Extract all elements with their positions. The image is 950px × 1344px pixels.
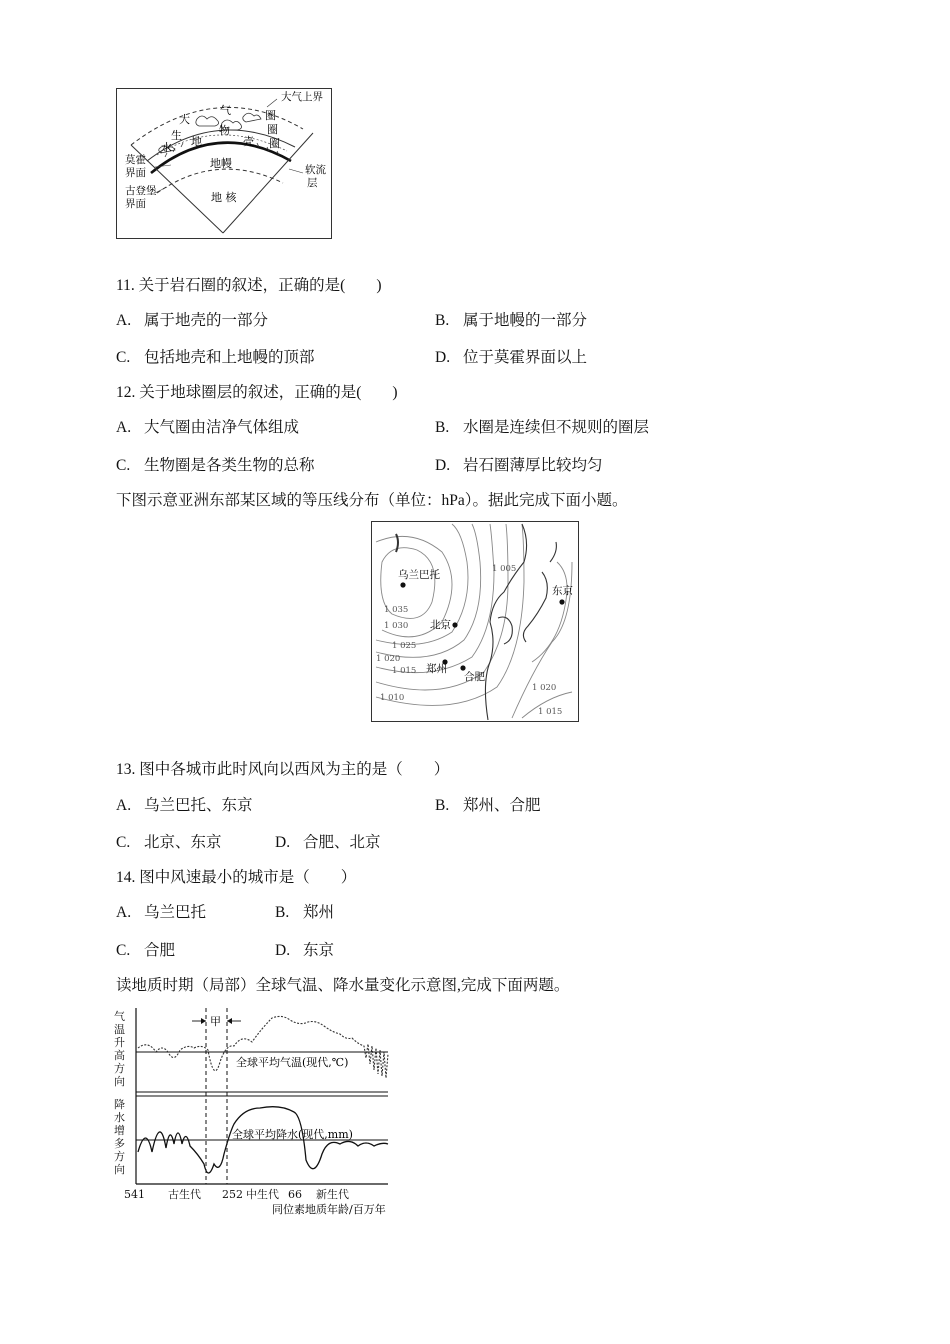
y-bottom-char: 方 bbox=[114, 1150, 125, 1163]
y-bottom-char: 向 bbox=[114, 1163, 125, 1176]
x-axis-label: 同位素地质年龄/百万年 bbox=[272, 1203, 386, 1216]
label-atmo-top: 大气上界 bbox=[281, 91, 323, 103]
jia-label: 甲 bbox=[210, 1015, 221, 1028]
q11-option-d[interactable] bbox=[435, 348, 587, 368]
city-beijing: 北京 bbox=[430, 619, 451, 631]
paleoclimate-chart bbox=[110, 1004, 400, 1220]
option-key: C. bbox=[116, 942, 131, 959]
label-moho1: 莫霍 bbox=[125, 154, 146, 166]
isobar-label: 1 010 bbox=[380, 693, 405, 703]
q13-option-d[interactable] bbox=[275, 833, 381, 853]
option-key: A. bbox=[116, 312, 132, 329]
earth-layers-diagram bbox=[117, 89, 330, 237]
tick-mesozoic: 中生代 bbox=[246, 1188, 279, 1201]
y-top-char: 温 bbox=[114, 1023, 125, 1036]
q11-option-b[interactable] bbox=[435, 311, 587, 331]
label-asth2: 层 bbox=[307, 177, 318, 189]
q11-option-a[interactable] bbox=[116, 311, 268, 331]
option-text: 郑州、合肥 bbox=[463, 797, 541, 814]
q14-option-d[interactable] bbox=[275, 941, 334, 961]
isobar-label: 1 035 bbox=[384, 605, 409, 615]
y-bottom-char: 降 bbox=[114, 1098, 125, 1111]
option-key: D. bbox=[275, 942, 291, 959]
q14-option-c[interactable] bbox=[116, 941, 175, 961]
q12-option-d[interactable] bbox=[435, 456, 603, 476]
label-gut1: 古登堡 bbox=[125, 185, 157, 197]
city-hefei: 合肥 bbox=[464, 671, 485, 683]
isobar-label: 1 015 bbox=[392, 666, 417, 676]
isobar-label: 1 025 bbox=[392, 641, 417, 651]
option-text: 乌兰巴托、东京 bbox=[144, 797, 253, 814]
label-core: 地 核 bbox=[211, 191, 237, 204]
isobar-map bbox=[372, 522, 577, 720]
option-key: C. bbox=[116, 457, 131, 474]
q13-option-a[interactable] bbox=[116, 796, 253, 816]
label-quan3: 圈 bbox=[269, 137, 280, 150]
label-sheng: 生 bbox=[171, 129, 182, 142]
option-text: 属于地幔的一部分 bbox=[463, 312, 588, 329]
tick-66: 66 bbox=[288, 1188, 302, 1201]
q12-option-c[interactable] bbox=[116, 456, 315, 476]
q13-stem: 13. 图中各城市此时风向以西风为主的是（ ） bbox=[116, 761, 450, 778]
q14-option-b[interactable] bbox=[275, 903, 334, 923]
option-text: 郑州 bbox=[303, 904, 335, 921]
option-text: 属于地壳的一部分 bbox=[144, 312, 269, 329]
q13-option-c[interactable] bbox=[116, 833, 222, 853]
isobar-label: 1 015 bbox=[538, 707, 563, 717]
precip-series-label: 全球平均降水(现代,mm) bbox=[232, 1128, 353, 1141]
isobar-map-figure bbox=[371, 521, 579, 722]
option-key: A. bbox=[116, 797, 132, 814]
option-text: 北京、东京 bbox=[144, 834, 222, 851]
tick-paleozoic: 古生代 bbox=[168, 1188, 201, 1201]
paleoclimate-figure bbox=[110, 1004, 400, 1220]
option-key: D. bbox=[275, 834, 291, 851]
option-key: A. bbox=[116, 904, 132, 921]
q12-option-a[interactable] bbox=[116, 418, 299, 438]
option-text: 乌兰巴托 bbox=[144, 904, 207, 921]
city-ulan: 乌兰巴托 bbox=[398, 569, 440, 581]
isobar-label: 1 020 bbox=[532, 683, 557, 693]
option-key: B. bbox=[435, 419, 450, 436]
label-quan2: 圈 bbox=[267, 123, 278, 136]
option-text: 大气圈由洁净气体组成 bbox=[144, 419, 300, 436]
q13-option-b[interactable] bbox=[435, 796, 541, 816]
y-top-char: 高 bbox=[114, 1049, 125, 1062]
option-text: 位于莫霍界面以上 bbox=[463, 349, 588, 366]
earth-layers-figure bbox=[116, 88, 332, 239]
option-text: 生物圈是各类生物的总称 bbox=[144, 457, 315, 474]
q14-option-a[interactable] bbox=[116, 903, 206, 923]
option-text: 水圈是连续但不规则的圈层 bbox=[463, 419, 650, 436]
city-tokyo: 东京 bbox=[552, 585, 573, 597]
label-wu: 物 bbox=[219, 124, 230, 137]
q14-stem: 14. 图中风速最小的城市是（ ） bbox=[116, 869, 357, 886]
isobar-label: 1 005 bbox=[492, 564, 517, 574]
tick-541: 541 bbox=[124, 1188, 145, 1201]
y-top-char: 升 bbox=[114, 1036, 125, 1049]
intro-paleoclimate: 读地质时期（局部）全球气温、降水量变化示意图,完成下面两题。 bbox=[116, 977, 570, 994]
label-shui: 水 bbox=[161, 141, 172, 154]
isobar-label: 1 030 bbox=[384, 621, 409, 631]
y-top-char: 向 bbox=[114, 1075, 125, 1088]
option-text: 岩石圈薄厚比较均匀 bbox=[463, 457, 603, 474]
city-zhengzhou: 郑州 bbox=[426, 663, 447, 675]
label-mantle: 地幔 bbox=[210, 157, 232, 170]
isobar-label: 1 020 bbox=[376, 654, 401, 664]
tick-cenozoic: 新生代 bbox=[316, 1188, 349, 1201]
option-text: 包括地壳和上地幔的顶部 bbox=[144, 349, 315, 366]
temp-series-label: 全球平均气温(现代,℃) bbox=[236, 1056, 349, 1069]
y-top-char: 气 bbox=[114, 1010, 125, 1023]
tick-252: 252 bbox=[222, 1188, 243, 1201]
option-key: B. bbox=[275, 904, 290, 921]
q11-stem: 11. 关于岩石圈的叙述，正确的是( ) bbox=[116, 277, 382, 294]
option-text: 合肥 bbox=[144, 942, 176, 959]
option-key: D. bbox=[435, 349, 451, 366]
option-key: C. bbox=[116, 834, 131, 851]
option-key: D. bbox=[435, 457, 451, 474]
label-ke: 壳 bbox=[243, 135, 254, 148]
q12-option-b[interactable] bbox=[435, 418, 649, 438]
option-key: C. bbox=[116, 349, 131, 366]
label-qi: 气 bbox=[220, 104, 231, 117]
y-bottom-char: 多 bbox=[114, 1137, 125, 1150]
q11-option-c[interactable] bbox=[116, 348, 315, 368]
y-bottom-char: 增 bbox=[114, 1124, 125, 1137]
option-text: 东京 bbox=[303, 942, 335, 959]
label-quan1: 圈 bbox=[265, 109, 276, 122]
option-key: B. bbox=[435, 312, 450, 329]
label-di: 地 bbox=[191, 135, 202, 148]
label-gut2: 界面 bbox=[125, 198, 146, 210]
q12-stem: 12. 关于地球圈层的叙述，正确的是( ) bbox=[116, 384, 398, 401]
option-text: 合肥、北京 bbox=[303, 834, 381, 851]
label-da: 大 bbox=[179, 113, 190, 126]
y-bottom-char: 水 bbox=[114, 1111, 125, 1124]
y-top-char: 方 bbox=[114, 1062, 125, 1075]
label-moho2: 界面 bbox=[125, 167, 146, 179]
option-key: B. bbox=[435, 797, 450, 814]
intro-isobar: 下图示意亚洲东部某区域的等压线分布（单位：hPa）。据此完成下面小题。 bbox=[116, 492, 628, 509]
option-key: A. bbox=[116, 419, 132, 436]
label-asth1: 软流 bbox=[305, 164, 326, 176]
